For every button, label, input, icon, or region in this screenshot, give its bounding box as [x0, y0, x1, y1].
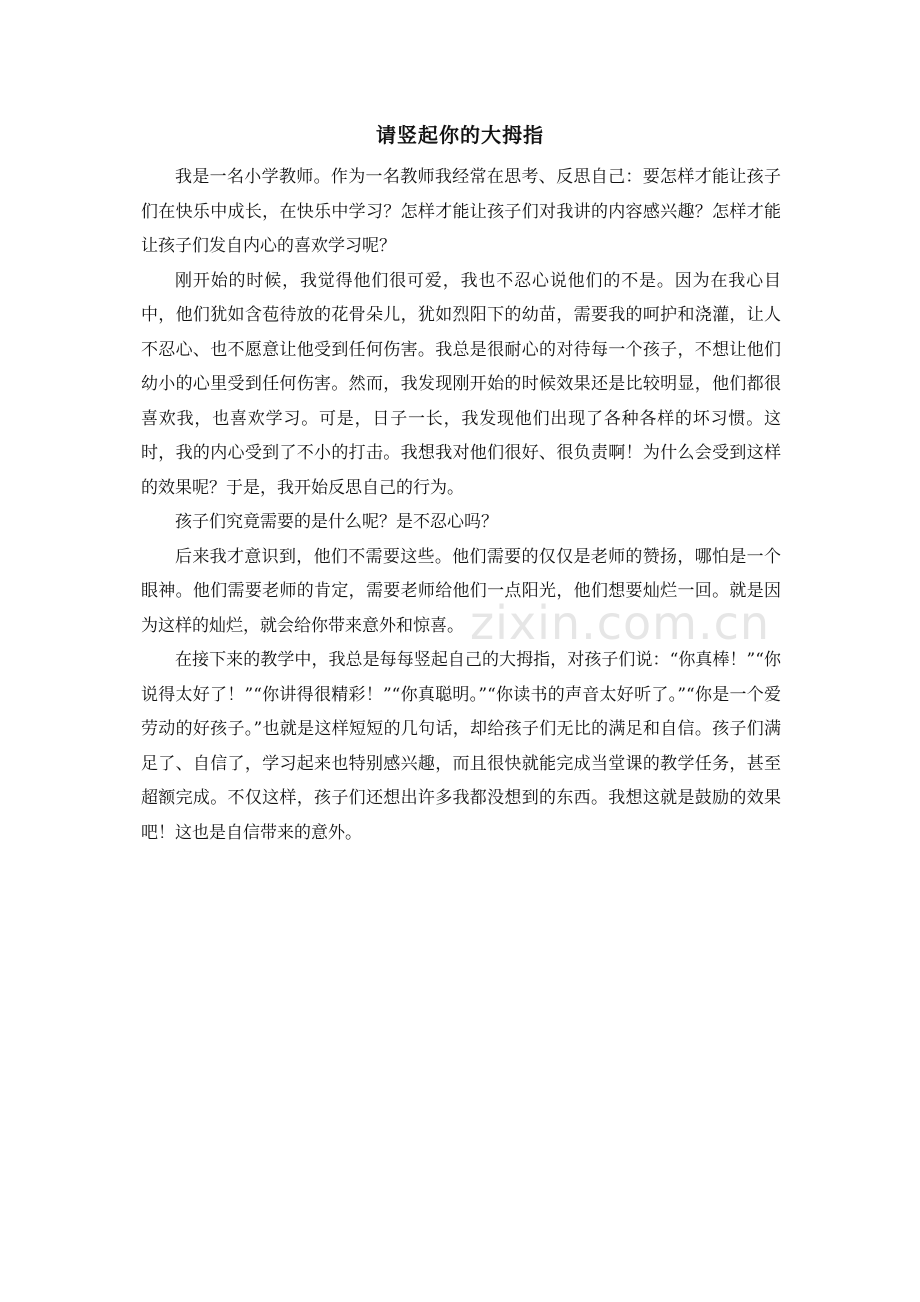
watermark-text: zixin.com.cn — [470, 596, 771, 650]
paragraph-5: 在接下来的教学中，我总是每每竖起自己的大拇指，对孩子们说：“你真棒！”“你说得太好了！”“你讲得很精彩！”“你真聪明。”“你读书的声音太好听了。”“你是一个爱劳动的好孩子。”也就是这样短短的几句话，却给孩子们无比的满足和自信。孩子们满足了、自信了，学习起来也特别感兴趣，而且很快就能完成当堂课的教学任务，甚至超额完成。不仅这样，孩子们还想出许多我都没想到的东西。我想这就是鼓励的效果吧！这也是自信带来的意外。 — [141, 650, 781, 843]
paragraph-1: 我是一名小学教师。作为一名教师我经常在思考、反思自己：要怎样才能让孩子们在快乐中成长，在快乐中学习？怎样才能让孩子们对我讲的内容感兴趣？怎样才能让孩子们发自内心的喜欢学习呢？ — [141, 167, 781, 256]
paragraph-3: 孩子们究竟需要的是什么呢？是不忍心吗？ — [175, 512, 498, 532]
document-title: 请竖起你的大拇指 — [376, 123, 544, 147]
paragraph-2: 刚开始的时候，我觉得他们很可爱，我也不忍心说他们的不是。因为在我心目中，他们犹如含苞待放的花骨朵儿，犹如烈阳下的幼苗，需要我的呵护和浇灌，让人不忍心、也不愿意让他受到任何伤害。我总是很耐心的对待每一个孩子，不想让他们幼小的心里受到任何伤害。然而，我发现刚开始的时候效果还是比较明显，他们都很喜欢我，也喜欢学习。可是，日子一长，我发现他们出现了各种各样的坏习惯。这时，我的内心受到了不小的打击。我想我对他们很好、很负责啊！为什么会受到这样的效果呢？于是，我开始反思自己的行为。 — [141, 270, 781, 498]
paragraph-4: 后来我才意识到，他们不需要这些。他们需要的仅仅是老师的赞扬，哪怕是一个眼神。他们需要老师的肯定，需要老师给他们一点阳光，他们想要灿烂一回。就是因为这样的灿烂，就会给你带来意外和惊喜。 — [141, 546, 781, 636]
document-body — [141, 160, 781, 850]
